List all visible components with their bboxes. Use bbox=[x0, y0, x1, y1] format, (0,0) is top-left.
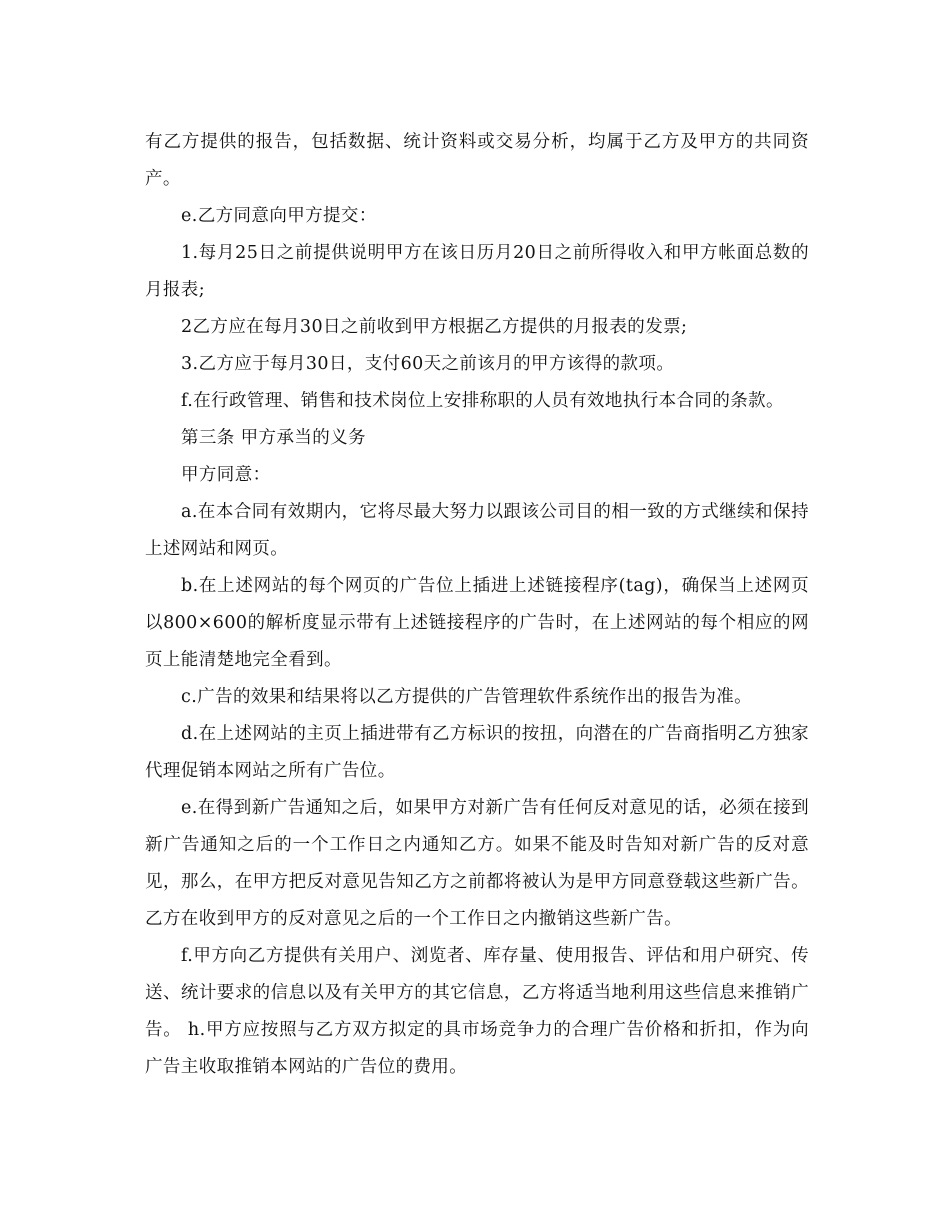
paragraph-clause-b-tag: b.在上述网站的每个网页的广告位上插进上述链接程序(tag)，确保当上述网页以800×600的解析度显示带有上述链接程序的广告时，在上述网站的每个相应的网页上能清楚地完全看到。 bbox=[145, 576, 809, 670]
document-page bbox=[145, 124, 809, 1086]
paragraph-clause-a-maintain: a.在本合同有效期内，它将尽最大努力以跟该公司目的相一致的方式继续和保持上述网站和网页。 bbox=[145, 502, 809, 559]
paragraph-clause-e-submit: e.乙方同意向甲方提交： bbox=[181, 206, 377, 226]
paragraph-item-3-payment: 3.乙方应于每月30日，支付60天之前该月的甲方该得的款项。 bbox=[181, 354, 675, 374]
paragraph-continuation: 有乙方提供的报告，包括数据、统计资料或交易分析，均属于乙方及甲方的共同资产。 bbox=[145, 132, 809, 189]
paragraph-clause-e-new-ads: e.在得到新广告通知之后，如果甲方对新广告有任何反对意见的话，必须在接到新广告通知之后的一个工作日之内通知乙方。如果不能及时告知对新广告的反对意见，那么，在甲方把反对意见告知乙方之前都将被认为是甲方同意登载这些新广告。乙方在收到甲方的反对意见之后的一个工作日之内撤销这些新广告。 bbox=[145, 798, 809, 929]
paragraph-clause-c-reports: c.广告的效果和结果将以乙方提供的广告管理软件系统作出的报告为准。 bbox=[181, 687, 753, 707]
paragraph-clause-d-button: d.在上述网站的主页上插进带有乙方标识的按扭，向潜在的广告商指明乙方独家代理促销本网站之所有广告位。 bbox=[145, 724, 809, 781]
section-heading-article-3: 第三条 甲方承当的义务 bbox=[181, 428, 366, 448]
paragraph-party-a-agrees: 甲方同意： bbox=[181, 465, 271, 485]
paragraph-clause-f-staff: f.在行政管理、销售和技术岗位上安排称职的人员有效地执行本合同的条款。 bbox=[181, 391, 784, 411]
paragraph-item-2-invoice: 2乙方应在每月30日之前收到甲方根据乙方提供的月报表的发票; bbox=[181, 317, 688, 337]
paragraph-item-1-monthly-report: 1.每月25日之前提供说明甲方在该日历月20日之前所得收入和甲方帐面总数的月报表; bbox=[145, 243, 809, 300]
paragraph-clause-f-h-info-pricing: f.甲方向乙方提供有关用户、浏览者、库存量、使用报告、评估和用户研究、传送、统计要求的信息以及有关甲方的其它信息，乙方将适当地利用这些信息来推销广告。 h.甲方应按照与乙方双方拟定的具市场竞争力的合理广告价格和折扣，作为向广告主收取推销本网站的广告位的费用。 bbox=[145, 946, 809, 1077]
